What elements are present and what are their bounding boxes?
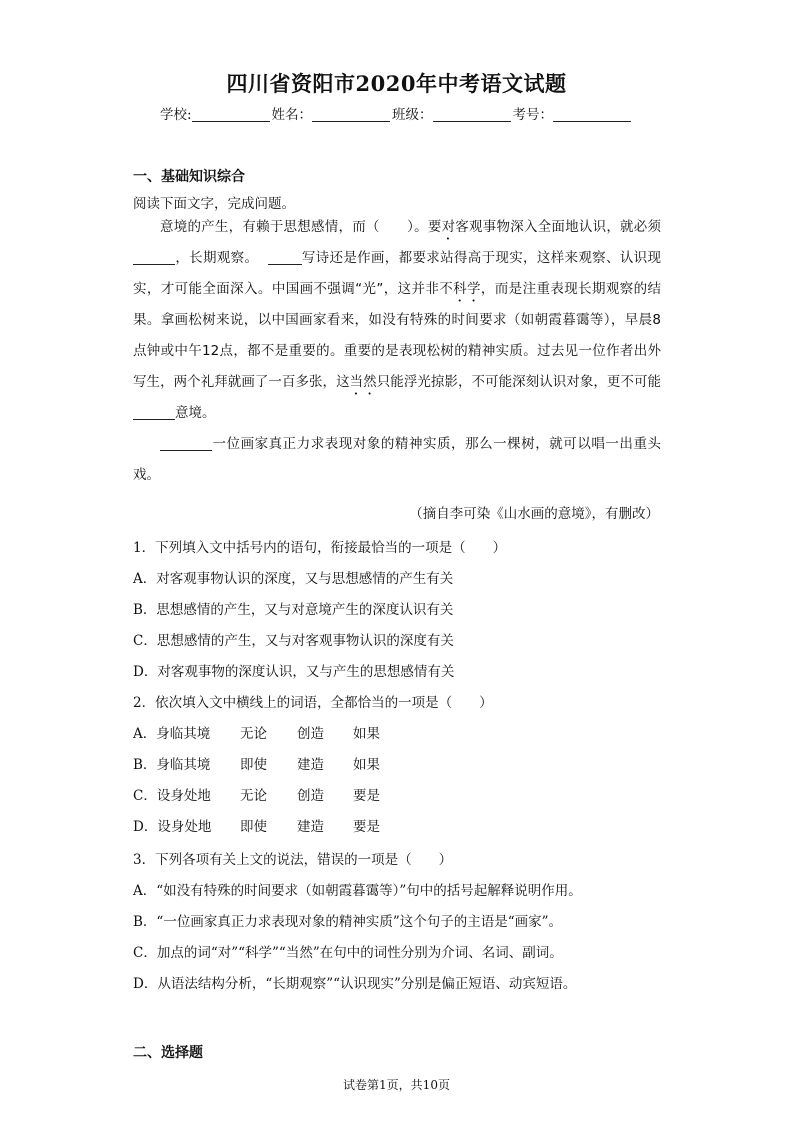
passage-text: 现实，才可能全面深入。中国画不强调“光”，这并非不 [133,250,661,297]
dotted-word-dui: 对 [441,219,456,235]
question-2-stem: 2．依次填入文中横线上的词语，全都恰当的一项是（ ） [133,695,493,711]
fill-blank-1 [133,250,175,265]
question-1-option-c: C．思想感情的产生，又与对客观事物认识的深度有关 [133,633,454,649]
passage-text: ，长期观察。 [175,250,259,266]
name-blank [312,107,390,122]
school-blank [192,107,270,122]
passage-text: 更不可能 [606,374,662,390]
question-1-option-d: D．对客观事物的深度认识，又与产生的思想感情有关 [133,664,455,680]
option-word: 即使 [240,819,267,835]
fill-blank-3 [133,405,175,420]
question-2-option-d [133,815,380,835]
question-3-stem: 3．下列各项有关上文的说法，错误的一项是（ ） [133,852,453,868]
option-word: 无论 [240,726,267,742]
question-1-option-a: A．对客观事物认识的深度，又与思想感情的产生有关 [133,571,454,587]
class-label: 班级： [392,107,433,123]
option-word: A．身临其境 [133,726,211,742]
name-label: 姓名： [271,107,313,123]
passage-text: 意境的产生，有赖于思想感情，而（ ）。要 [160,219,442,235]
student-info-line [0,103,793,123]
question-2-option-b [133,753,380,773]
page-footer: 试卷第1页，共10页 [343,1078,450,1092]
reading-passage [133,212,661,491]
dotted-word-dangran: 当然 [349,374,377,390]
passage-paragraph-1 [133,212,661,429]
option-word: 即使 [240,757,267,773]
passage-text: 只能浮光掠影，不可能深刻认识对象， [376,374,607,390]
question-3-option-d: D．从语法结构分析，“长期观察”“认识现实”分别是偏正短语、动宾短语。 [133,976,577,992]
passage-text: 须 [647,219,662,235]
question-2-option-c [133,784,380,804]
section-1-heading: 一、基础知识综合 [133,169,245,185]
fill-blank-2 [268,250,302,265]
school-label: 学校: [159,107,192,123]
passage-text: 写诗还是作画，都要求站得高于现实，这样来观察、认识 [301,250,648,266]
option-word: 如果 [353,757,380,773]
section-2-heading: 二、选择题 [133,1045,203,1061]
option-word: 要是 [353,788,380,804]
exam-title: 四川省资阳市2020年中考语文试题 [226,71,567,96]
passage-text: ，而是注重表现长期观察 [480,281,634,297]
option-word: C．设身处地 [133,788,211,804]
option-word: 无论 [240,788,267,804]
fill-blank-4 [160,436,212,451]
question-3-option-b: B．“一位画家真正力求表现对象的精神实质”这个句子的主语是“画家”。 [133,914,563,930]
option-word: 如果 [353,726,380,742]
passage-text: 戏。 [133,467,160,483]
passage-text: 一位画家真正力求表现对象的精神实质，那么一棵树，就可以唱一出重头 [212,436,661,452]
passage-text: 早晨8点钟或中午12点，都不是重要的。重要的是表现松树的精神实质。过去见一位 [133,312,662,359]
option-word: 创造 [297,788,324,804]
passage-text: 意境。 [175,405,216,421]
passage-text: 客观事物深入全面地认识，就必 [455,219,648,235]
section-1-instruction: 阅读下面文字，完成问题。 [133,196,295,212]
question-1-option-b: B．思想感情的产生，又与对意境产生的深度认识有关 [133,602,454,618]
question-3-option-c: C．加点的词“对”“科学”“当然”在句中的词性分别为介词、名词、副词。 [133,945,563,961]
option-word: B．身临其境 [133,757,211,773]
question-2-option-a [133,722,380,742]
passage-text: 的结果。拿画松树来说，以中国画家看来，如没有特殊的时间要求（如朝霞暮霭等）， [133,281,662,328]
option-word: 建造 [297,757,324,773]
passage-text: 作者出外写生，两个礼拜就画了一百多张，这 [133,343,661,390]
option-word: 要是 [353,819,380,835]
dotted-word-kexue: 科学 [453,281,481,297]
question-1-stem: 1．下列填入文中括号内的语句，衔接最恰当的一项是（ ） [133,540,507,556]
exam-no-blank [553,107,631,122]
passage-source: （摘自李可染《山水画的意境》，有删改） [409,506,659,522]
option-word: D．设身处地 [133,819,212,835]
option-word: 创造 [297,726,324,742]
class-blank [433,107,511,122]
option-word: 建造 [297,819,324,835]
passage-paragraph-2 [133,429,661,491]
exam-no-label: 考号： [512,107,554,123]
question-3-option-a: A．“如没有特殊的时间要求（如朝霞暮霭等）”句中的括号起解释说明作用。 [133,883,582,899]
